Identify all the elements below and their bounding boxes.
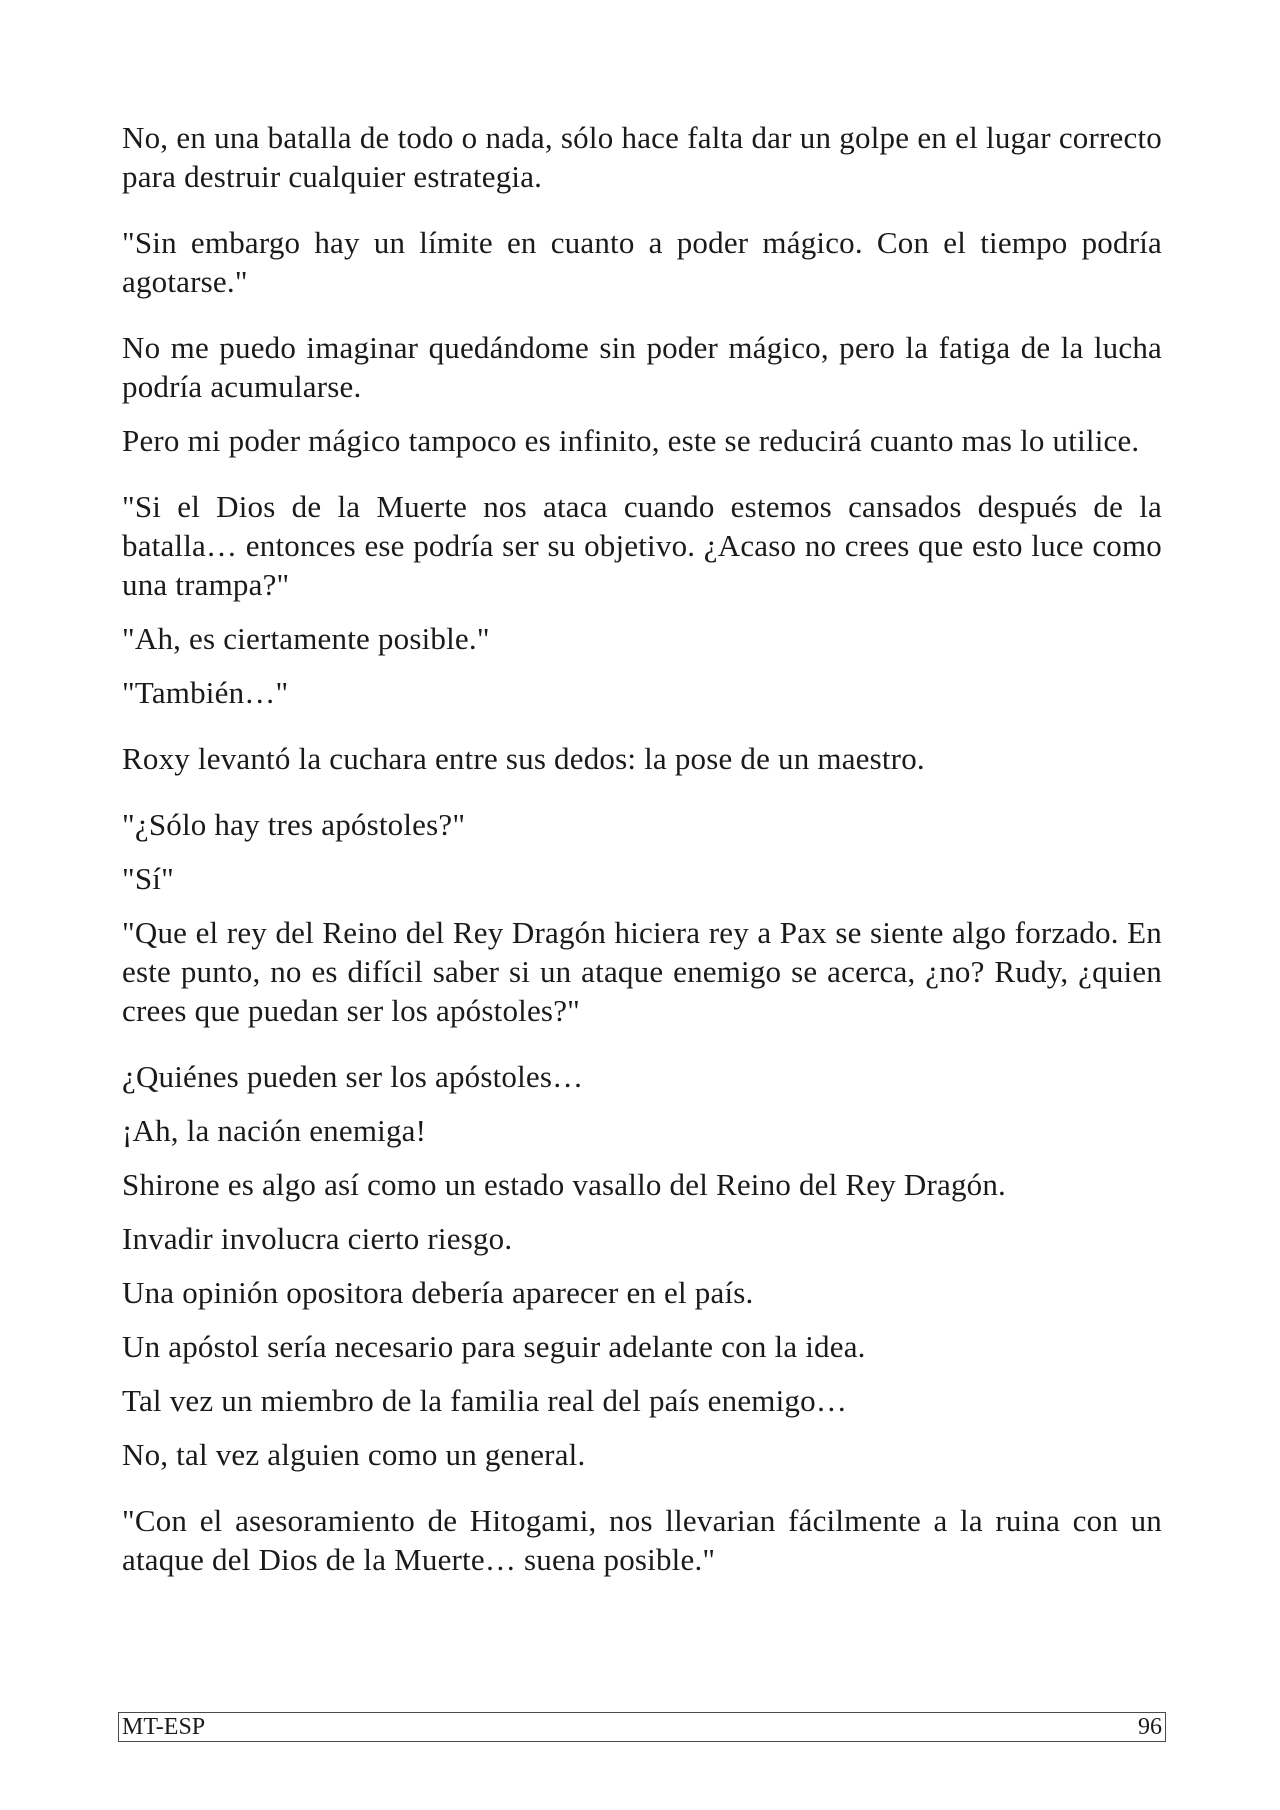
paragraph: "Con el asesoramiento de Hitogami, nos llevarian fácilmente a la ruina con un ataque del Dios de la Muerte… suena posible.": [122, 1503, 1162, 1577]
paragraph: "También…": [122, 675, 289, 710]
paragraph: ¿Quiénes pueden ser los apóstoles…: [122, 1059, 584, 1094]
paragraph: Tal vez un miembro de la familia real del país enemigo…: [122, 1383, 848, 1418]
paragraph: Pero mi poder mágico tampoco es infinito, este se reducirá cuanto mas lo utilice.: [122, 423, 1140, 458]
paragraph: "Sí": [122, 861, 174, 896]
paragraph: Roxy levantó la cuchara entre sus dedos: la pose de un maestro.: [122, 741, 925, 776]
page-footer: [118, 1712, 1166, 1742]
paragraph: No me puedo imaginar quedándome sin poder mágico, pero la fatiga de la lucha podría acumularse.: [122, 330, 1162, 404]
page-number: 96: [1138, 1714, 1162, 1740]
paragraph: "Que el rey del Reino del Rey Dragón hiciera rey a Pax se siente algo forzado. En este punto, no es difícil saber si un ataque enemigo se acerca, ¿no? Rudy, ¿quien crees que puedan ser los apóstoles?": [122, 915, 1162, 1028]
footer-label: MT-ESP: [122, 1714, 206, 1740]
paragraph: ¡Ah, la nación enemiga!: [122, 1113, 427, 1148]
paragraph: No, tal vez alguien como un general.: [122, 1437, 586, 1472]
paragraph: Un apóstol sería necesario para seguir adelante con la idea.: [122, 1329, 866, 1364]
paragraph: Shirone es algo así como un estado vasallo del Reino del Rey Dragón.: [122, 1167, 1006, 1202]
paragraph: No, en una batalla de todo o nada, sólo hace falta dar un golpe en el lugar correcto para destruir cualquier estrategia.: [122, 120, 1162, 194]
paragraph: "¿Sólo hay tres apóstoles?": [122, 807, 466, 842]
body-text: [122, 118, 1162, 1579]
paragraph: "Ah, es ciertamente posible.": [122, 621, 490, 656]
paragraph: "Sin embargo hay un límite en cuanto a poder mágico. Con el tiempo podría agotarse.": [122, 225, 1162, 299]
paragraph: Una opinión opositora debería aparecer en el país.: [122, 1275, 754, 1310]
paragraph: "Si el Dios de la Muerte nos ataca cuando estemos cansados después de la batalla… entonces ese podría ser su objetivo. ¿Acaso no crees que esto luce como una trampa?": [122, 489, 1162, 602]
paragraph: Invadir involucra cierto riesgo.: [122, 1221, 513, 1256]
